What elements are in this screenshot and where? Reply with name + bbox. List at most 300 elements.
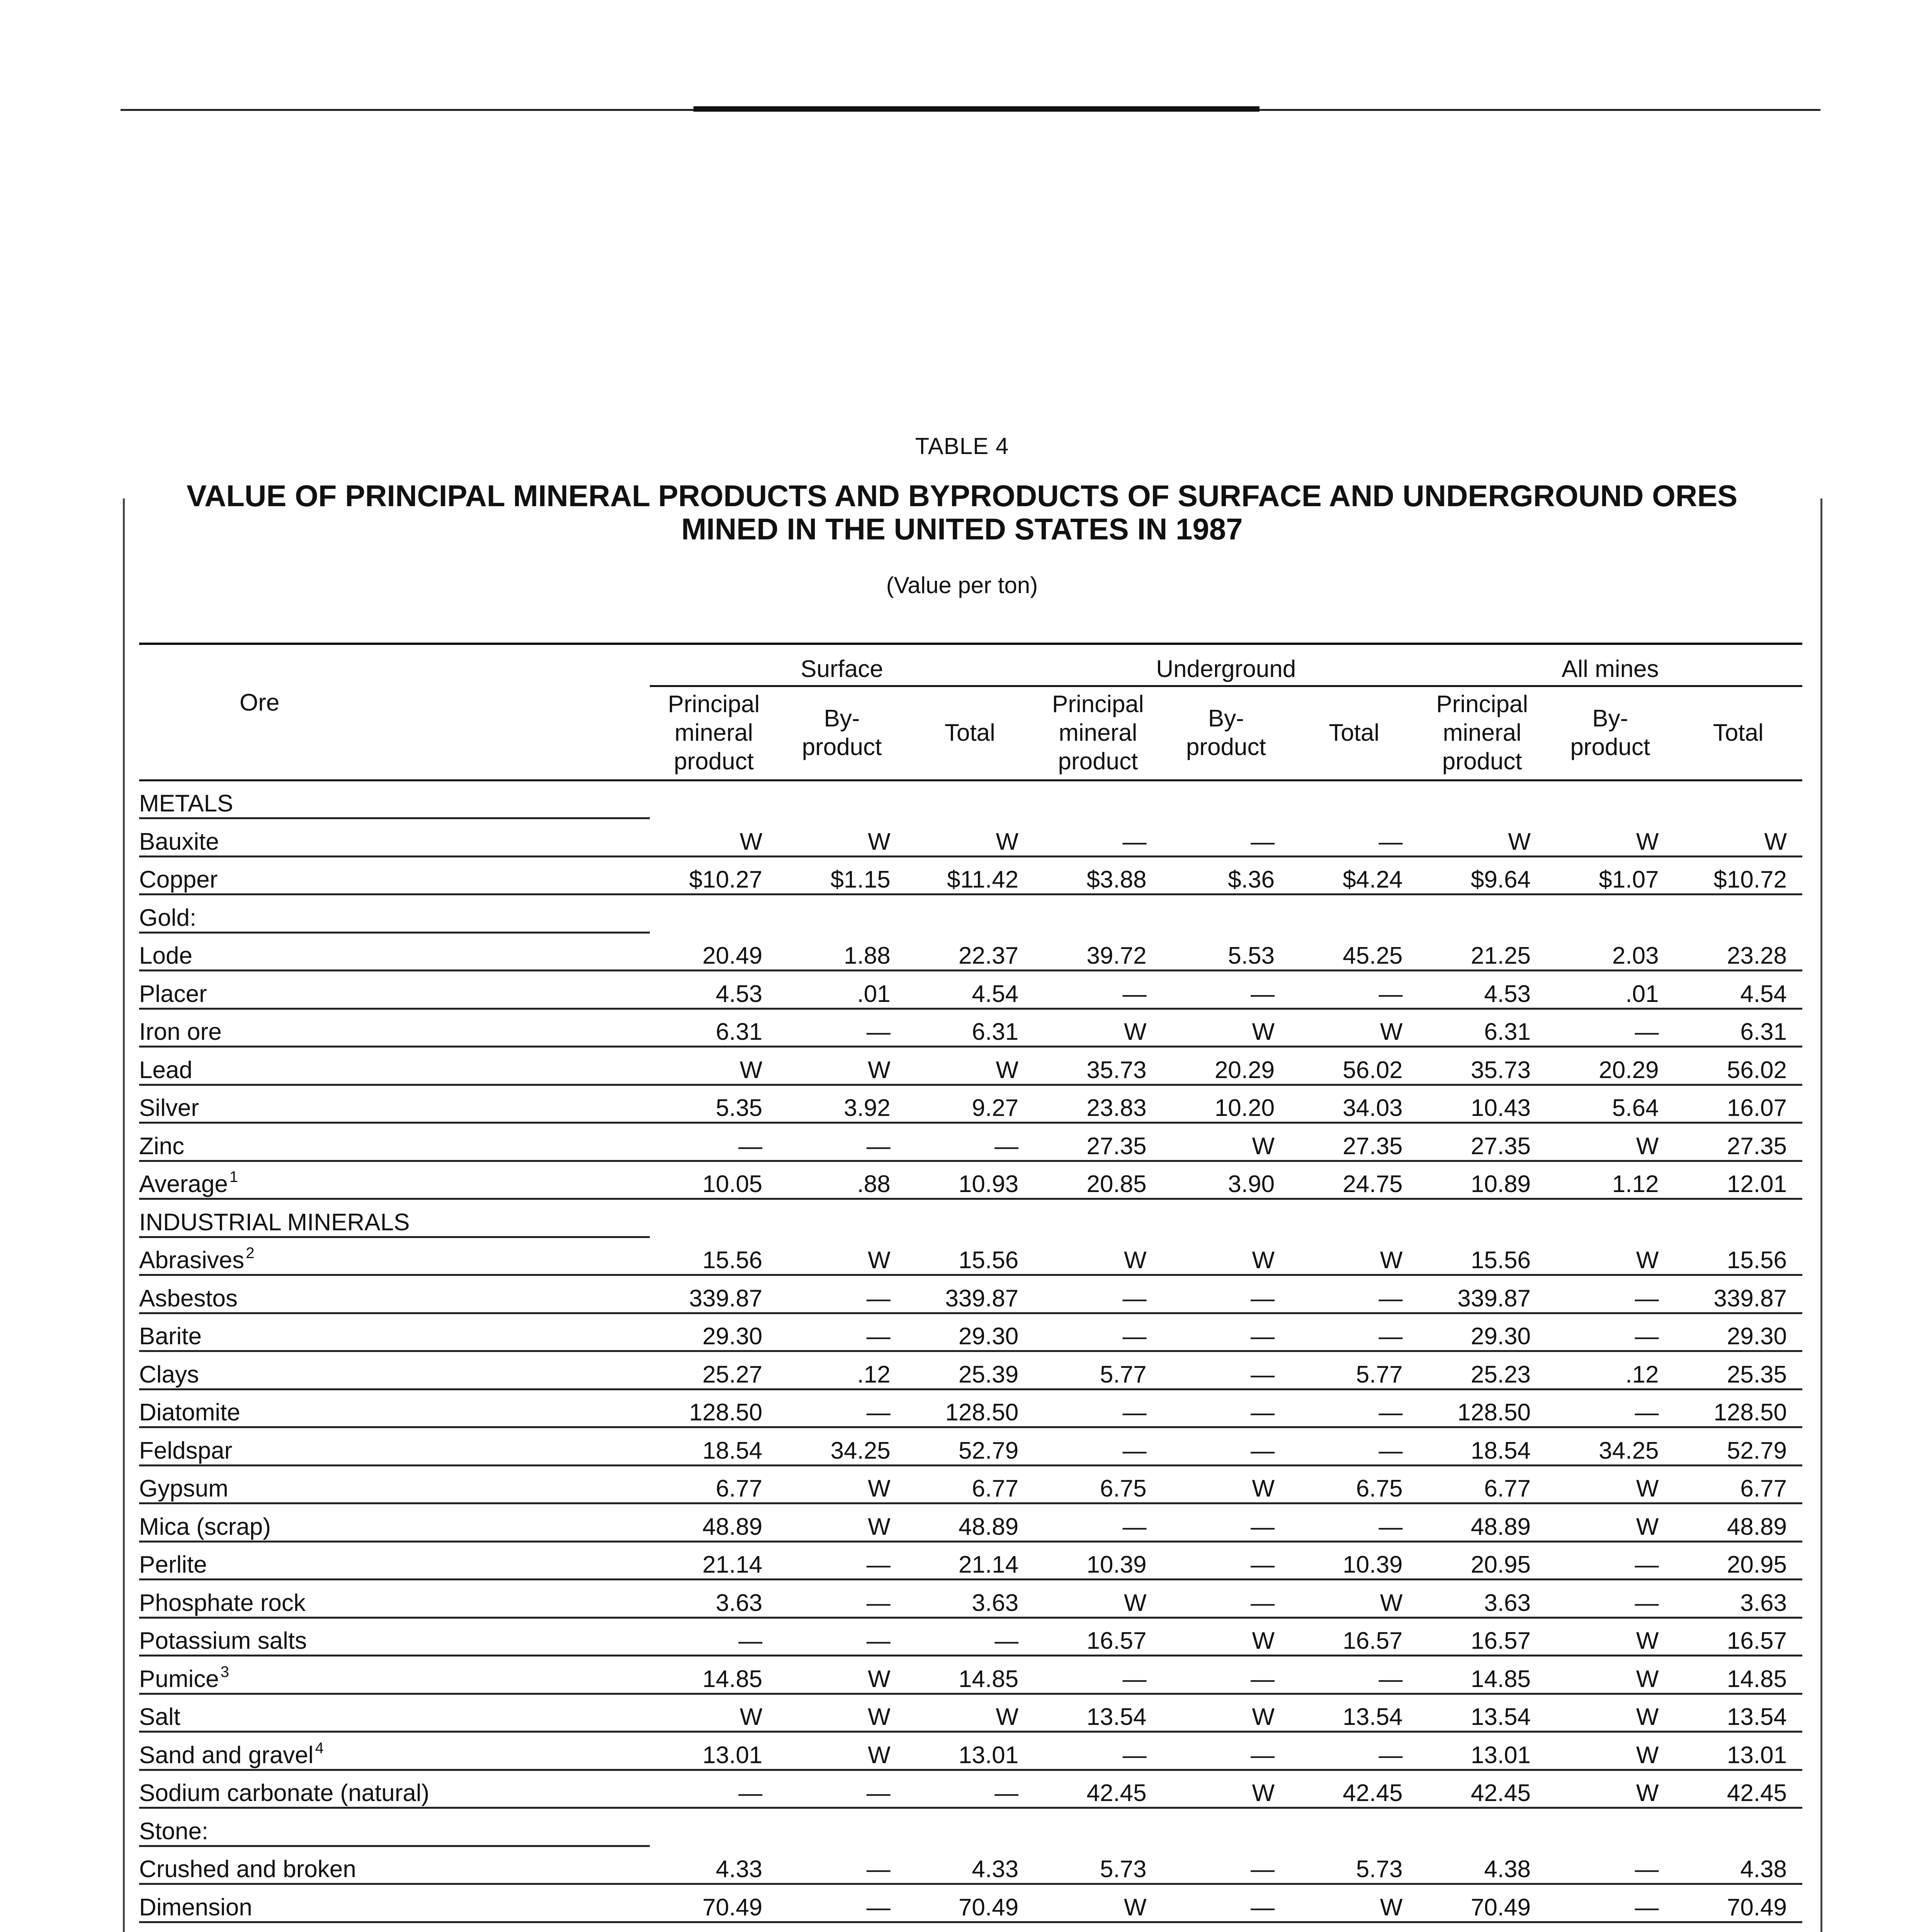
value-cell: 128.50	[1418, 1389, 1546, 1427]
value-cell: 10.20	[1162, 1085, 1290, 1123]
ore-header-spacer	[139, 644, 650, 686]
principal-line: Principal	[1436, 691, 1528, 718]
value-cell: 4.53	[1418, 971, 1546, 1009]
table-row	[139, 1541, 1802, 1580]
row-label-text: Iron ore	[139, 1019, 222, 1045]
row-label	[139, 1123, 650, 1161]
value-cell: $1.07	[1546, 856, 1674, 895]
empty-cell	[1674, 895, 1802, 933]
value-cell: 13.01	[1418, 1732, 1546, 1770]
value-cell: .01	[1546, 971, 1674, 1009]
value-cell: 4.38	[1418, 1846, 1546, 1884]
row-label-text: Diatomite	[139, 1399, 240, 1426]
value-cell: 18.54	[1418, 1427, 1546, 1466]
value-cell: 6.77	[906, 1465, 1034, 1503]
value-cell: 42.45	[1674, 1770, 1802, 1808]
value-cell: W	[1546, 1770, 1674, 1808]
empty-cell	[650, 1808, 778, 1846]
value-cell: 5.64	[1546, 1085, 1674, 1123]
table-row	[139, 1237, 1802, 1275]
value-cell: 27.35	[1034, 1123, 1162, 1161]
value-cell: 20.85	[1034, 1161, 1162, 1199]
value-cell	[1290, 1922, 1418, 1932]
table-row	[139, 1047, 1802, 1085]
top-rule-accent	[693, 106, 1259, 112]
value-cell: W	[1674, 818, 1802, 857]
principal-line: mineral	[674, 719, 753, 747]
footnote-ref: 4	[315, 1739, 324, 1757]
value-cell: 21.14	[650, 1541, 778, 1580]
value-cell: $11.42	[906, 856, 1034, 895]
table-body	[139, 780, 1802, 1932]
value-cell	[1162, 1922, 1290, 1932]
value-cell: 1.88	[778, 932, 906, 971]
value-cell: 39.72	[1034, 932, 1162, 971]
value-cell: —	[1546, 1580, 1674, 1618]
empty-cell	[1034, 1199, 1162, 1237]
empty-cell	[1162, 895, 1290, 933]
row-label-text: Barite	[139, 1323, 202, 1350]
row-label-text: Feldspar	[139, 1437, 233, 1464]
value-cell: 6.31	[906, 1009, 1034, 1047]
empty-cell	[1290, 1199, 1418, 1237]
value-cell: 6.31	[650, 1009, 778, 1047]
column-header-total: Total	[906, 686, 1034, 781]
table-row	[139, 1123, 1802, 1161]
row-label	[139, 1808, 650, 1846]
byproduct-line: By-	[824, 705, 860, 732]
row-label	[139, 1275, 650, 1313]
column-header-total: Total	[1290, 686, 1418, 781]
value-cell: 24.75	[1290, 1161, 1418, 1199]
column-header-byproduct	[1162, 686, 1290, 781]
column-header-byproduct	[778, 686, 906, 781]
empty-cell	[778, 1199, 906, 1237]
value-cell: 20.95	[1418, 1541, 1546, 1580]
principal-line: product	[1442, 748, 1522, 775]
empty-cell	[1290, 895, 1418, 933]
byproduct-line: By-	[1592, 705, 1628, 732]
value-cell: W	[1418, 818, 1546, 857]
value-cell: 16.57	[1418, 1617, 1546, 1656]
row-label-text: Sodium carbonate (natural)	[139, 1780, 430, 1806]
value-cell: 48.89	[906, 1503, 1034, 1542]
principal-line: Principal	[668, 691, 760, 718]
value-cell: 34.25	[778, 1427, 906, 1466]
value-cell: —	[1034, 971, 1162, 1009]
value-cell: 13.01	[906, 1732, 1034, 1770]
value-cell: —	[778, 1313, 906, 1351]
value-cell: 70.49	[906, 1884, 1034, 1922]
value-cell: 52.79	[906, 1427, 1034, 1466]
value-cell: W	[650, 1694, 778, 1732]
row-label	[139, 1313, 650, 1351]
value-cell: 25.27	[650, 1351, 778, 1389]
value-cell: —	[778, 1389, 906, 1427]
value-cell: W	[650, 1047, 778, 1085]
value-cell: —	[1546, 1275, 1674, 1313]
table-row	[139, 1427, 1802, 1466]
section-label: INDUSTRIAL MINERALS	[139, 1199, 650, 1237]
row-label	[139, 1884, 650, 1922]
value-cell: W	[1290, 1237, 1418, 1275]
empty-cell	[650, 895, 778, 933]
row-label	[139, 818, 650, 857]
row-label	[139, 932, 650, 971]
value-cell: 34.25	[1546, 1427, 1674, 1466]
value-cell	[1546, 1922, 1674, 1932]
value-cell: 35.73	[1034, 1047, 1162, 1085]
value-cell: —	[778, 1009, 906, 1047]
value-cell: —	[1034, 1503, 1162, 1542]
row-label	[139, 1846, 650, 1884]
row-label	[139, 1656, 650, 1694]
row-label	[139, 1580, 650, 1618]
table-row	[139, 1884, 1802, 1922]
value-cell: .01	[778, 971, 906, 1009]
table-row	[139, 1922, 1802, 1932]
value-cell: W	[1546, 1656, 1674, 1694]
value-cell: 6.75	[1290, 1465, 1418, 1503]
value-cell: W	[1290, 1884, 1418, 1922]
empty-cell	[1418, 1199, 1546, 1237]
table-row	[139, 1275, 1802, 1313]
value-cell: —	[1290, 1656, 1418, 1694]
value-cell: 1.12	[1546, 1161, 1674, 1199]
table-title	[0, 479, 1924, 546]
value-cell: W	[778, 1694, 906, 1732]
row-label-text: Dimension	[139, 1894, 252, 1921]
row-label	[139, 1503, 650, 1542]
row-label-text: Perlite	[139, 1551, 207, 1578]
principal-line: product	[674, 748, 754, 775]
value-cell: W	[778, 1503, 906, 1542]
value-cell: —	[778, 1846, 906, 1884]
value-cell: —	[778, 1541, 906, 1580]
value-cell: 5.77	[1290, 1351, 1418, 1389]
table-row	[139, 971, 1802, 1009]
row-label-text: Placer	[139, 980, 207, 1007]
footnote-ref: 2	[246, 1245, 255, 1262]
value-cell: —	[1162, 818, 1290, 857]
row-label	[139, 895, 650, 933]
value-cell: 15.56	[1418, 1237, 1546, 1275]
value-cell: 15.56	[1674, 1237, 1802, 1275]
value-cell: —	[778, 1884, 906, 1922]
table-title-line-1: VALUE OF PRINCIPAL MINERAL PRODUCTS AND BYPRODUCTS OF SURFACE AND UNDERGROUND ORES	[186, 479, 1738, 513]
value-cell	[906, 1922, 1034, 1932]
value-cell: 29.30	[1418, 1313, 1546, 1351]
value-cell: .88	[778, 1161, 906, 1199]
row-label-text: Lead	[139, 1056, 192, 1083]
row-label	[139, 1541, 650, 1580]
value-cell: 4.33	[650, 1846, 778, 1884]
footnote-ref: 3	[220, 1663, 229, 1680]
value-cell: —	[1546, 1389, 1674, 1427]
value-cell: 5.53	[1162, 932, 1290, 971]
value-cell: 29.30	[650, 1313, 778, 1351]
value-cell: W	[1546, 1237, 1674, 1275]
value-cell: 10.89	[1418, 1161, 1546, 1199]
value-cell: W	[906, 818, 1034, 857]
value-cell: 20.49	[650, 932, 778, 971]
table-row	[139, 1732, 1802, 1770]
value-cell: —	[1034, 1313, 1162, 1351]
table-row	[139, 856, 1802, 895]
value-cell: 34.03	[1290, 1085, 1418, 1123]
empty-cell	[1674, 780, 1802, 818]
value-cell: W	[778, 1047, 906, 1085]
value-cell: 23.83	[1034, 1085, 1162, 1123]
value-cell: 15.56	[650, 1237, 778, 1275]
byproduct-line: product	[1570, 734, 1650, 761]
table-row	[139, 1503, 1802, 1542]
value-cell: W	[778, 1237, 906, 1275]
value-cell: W	[1162, 1123, 1290, 1161]
value-cell: 23.28	[1674, 932, 1802, 971]
value-cell: —	[1162, 1884, 1290, 1922]
value-cell: 70.49	[1418, 1884, 1546, 1922]
table-row	[139, 1656, 1802, 1694]
value-cell: —	[1162, 1351, 1290, 1389]
value-cell: 10.39	[1034, 1541, 1162, 1580]
empty-cell	[906, 895, 1034, 933]
left-margin-rule	[123, 498, 125, 1932]
value-cell: —	[1290, 1275, 1418, 1313]
empty-cell	[650, 1199, 778, 1237]
value-cell: W	[1162, 1694, 1290, 1732]
value-cell: $10.27	[650, 856, 778, 895]
footnote-ref: 1	[229, 1168, 238, 1185]
value-cell: W	[1290, 1009, 1418, 1047]
value-cell: —	[1546, 1884, 1674, 1922]
value-cell: —	[1290, 1313, 1418, 1351]
value-cell: W	[1162, 1237, 1290, 1275]
empty-cell	[1546, 895, 1674, 933]
value-cell: W	[1290, 1580, 1418, 1618]
empty-cell	[1034, 895, 1162, 933]
value-cell: 27.35	[1418, 1123, 1546, 1161]
value-cell: 13.54	[1674, 1694, 1802, 1732]
value-cell: 6.77	[1674, 1465, 1802, 1503]
row-label	[139, 1161, 650, 1199]
empty-cell	[1290, 1808, 1418, 1846]
principal-line: Principal	[1052, 691, 1144, 718]
table-title-line-2: MINED IN THE UNITED STATES IN 1987	[681, 512, 1243, 546]
value-cell: $3.88	[1034, 856, 1162, 895]
row-label-text: Gold:	[139, 904, 197, 931]
value-cell: 13.54	[1290, 1694, 1418, 1732]
value-cell: —	[778, 1123, 906, 1161]
value-cell: 6.31	[1418, 1009, 1546, 1047]
value-cell: 35.73	[1418, 1047, 1546, 1085]
value-cell: —	[906, 1123, 1034, 1161]
value-cell: 70.49	[1674, 1884, 1802, 1922]
value-cell: $9.64	[1418, 856, 1546, 895]
value-cell: 21.14	[906, 1541, 1034, 1580]
value-cell: 22.37	[906, 932, 1034, 971]
value-cell: W	[650, 818, 778, 857]
value-cell: —	[1162, 1846, 1290, 1884]
row-label	[139, 1922, 650, 1932]
value-cell: W	[1034, 1884, 1162, 1922]
value-cell: 10.39	[1290, 1541, 1418, 1580]
byproduct-line: By-	[1208, 705, 1244, 732]
value-cell: —	[1034, 1732, 1162, 1770]
row-label-text: Clays	[139, 1361, 199, 1388]
value-cell: —	[1290, 1427, 1418, 1466]
value-cell: W	[1162, 1465, 1290, 1503]
value-cell: 10.05	[650, 1161, 778, 1199]
value-cell: W	[1034, 1009, 1162, 1047]
value-cell: 12.01	[1674, 1161, 1802, 1199]
value-cell: —	[1034, 1389, 1162, 1427]
value-cell: 3.63	[650, 1580, 778, 1618]
row-label-text: Stone:	[139, 1818, 209, 1845]
value-cell: 4.33	[906, 1846, 1034, 1884]
value-cell: 42.45	[1034, 1770, 1162, 1808]
empty-cell	[650, 780, 778, 818]
value-cell: 339.87	[650, 1275, 778, 1313]
value-cell: —	[1162, 1580, 1290, 1618]
row-label	[139, 1009, 650, 1047]
value-cell: W	[778, 1656, 906, 1694]
value-cell: 48.89	[650, 1503, 778, 1542]
group-header-all-mines: All mines	[1418, 644, 1802, 686]
value-cell: 5.35	[650, 1085, 778, 1123]
value-cell: W	[1162, 1770, 1290, 1808]
value-cell: 20.95	[1674, 1541, 1802, 1580]
column-header-row	[139, 686, 1802, 781]
value-cell: 16.57	[1290, 1617, 1418, 1656]
table-row	[139, 1351, 1802, 1389]
value-cell: 4.53	[650, 971, 778, 1009]
value-cell: 5.73	[1290, 1846, 1418, 1884]
column-header-principal	[650, 686, 778, 781]
table-subtitle: (Value per ton)	[886, 572, 1038, 598]
value-cell: W	[1546, 1465, 1674, 1503]
empty-cell	[1162, 1808, 1290, 1846]
row-label-text: Zinc	[139, 1133, 185, 1160]
value-cell: 13.01	[650, 1732, 778, 1770]
section-row	[139, 1199, 1802, 1237]
value-cell: W	[1034, 1580, 1162, 1618]
column-header-ore: Ore	[139, 686, 650, 781]
empty-cell	[1418, 895, 1546, 933]
value-cell: —	[1290, 1389, 1418, 1427]
row-label-text: Potassium salts	[139, 1628, 307, 1654]
row-label-text: Sand and gravel	[139, 1742, 314, 1769]
value-cell: —	[1162, 1313, 1290, 1351]
value-cell: W	[1546, 1503, 1674, 1542]
value-cell: —	[1162, 1275, 1290, 1313]
row-label-text: Phosphate rock	[139, 1589, 306, 1616]
table-row	[139, 818, 1802, 857]
value-cell: W	[1162, 1009, 1290, 1047]
row-label	[139, 971, 650, 1009]
empty-cell	[1162, 780, 1290, 818]
value-cell: 3.63	[906, 1580, 1034, 1618]
value-cell: 4.54	[1674, 971, 1802, 1009]
value-cell: 45.25	[1290, 932, 1418, 971]
value-cell: W	[906, 1047, 1034, 1085]
value-cell: $4.24	[1290, 856, 1418, 895]
empty-cell	[906, 780, 1034, 818]
value-cell: W	[778, 1465, 906, 1503]
empty-cell	[778, 895, 906, 933]
table-row	[139, 1770, 1802, 1808]
value-cell: —	[1034, 1275, 1162, 1313]
value-cell: 6.77	[650, 1465, 778, 1503]
value-cell: —	[1290, 1503, 1418, 1542]
row-label-text: Copper	[139, 866, 218, 893]
table-row	[139, 1465, 1802, 1503]
mineral-value-table	[139, 643, 1802, 1932]
empty-cell	[1546, 1199, 1674, 1237]
value-cell: 27.35	[1674, 1123, 1802, 1161]
row-label	[139, 1465, 650, 1503]
empty-cell	[778, 780, 906, 818]
table-row	[139, 895, 1802, 933]
value-cell: 13.01	[1674, 1732, 1802, 1770]
table-row	[139, 1313, 1802, 1351]
value-cell	[1418, 1922, 1546, 1932]
row-label	[139, 1047, 650, 1085]
empty-cell	[1546, 780, 1674, 818]
value-cell: —	[650, 1123, 778, 1161]
row-label	[139, 1427, 650, 1466]
value-cell: $10.72	[1674, 856, 1802, 895]
column-header-byproduct	[1546, 686, 1674, 781]
value-cell: W	[1546, 1694, 1674, 1732]
table-row	[139, 1085, 1802, 1123]
value-cell: —	[1162, 1503, 1290, 1542]
row-label-text: Average	[139, 1171, 228, 1197]
value-cell: 25.23	[1418, 1351, 1546, 1389]
value-cell	[1034, 1922, 1162, 1932]
group-header-surface: Surface	[650, 644, 1034, 686]
column-header-principal	[1418, 686, 1546, 781]
value-cell: —	[1546, 1541, 1674, 1580]
empty-cell	[1290, 780, 1418, 818]
value-cell: —	[1162, 971, 1290, 1009]
value-cell: —	[1546, 1846, 1674, 1884]
value-cell: 16.07	[1674, 1085, 1802, 1123]
value-cell: W	[1546, 818, 1674, 857]
value-cell: .12	[1546, 1351, 1674, 1389]
value-cell: 6.75	[1034, 1465, 1162, 1503]
row-label	[139, 856, 650, 895]
value-cell: 339.87	[1418, 1275, 1546, 1313]
empty-cell	[1674, 1199, 1802, 1237]
value-cell: —	[778, 1580, 906, 1618]
value-cell: —	[1034, 818, 1162, 857]
value-cell: 128.50	[650, 1389, 778, 1427]
row-label-text: Silver	[139, 1095, 199, 1121]
value-cell: —	[1290, 1732, 1418, 1770]
value-cell: 14.85	[906, 1656, 1034, 1694]
value-cell: W	[778, 818, 906, 857]
value-cell: —	[1162, 1656, 1290, 1694]
principal-line: product	[1058, 748, 1138, 775]
value-cell: 48.89	[1418, 1503, 1546, 1542]
value-cell: 5.77	[1034, 1351, 1162, 1389]
row-label-text: Pumice	[139, 1665, 219, 1692]
value-cell	[778, 1922, 906, 1932]
value-cell: $1.15	[778, 856, 906, 895]
value-cell: —	[1034, 1656, 1162, 1694]
value-cell: 56.02	[1674, 1047, 1802, 1085]
